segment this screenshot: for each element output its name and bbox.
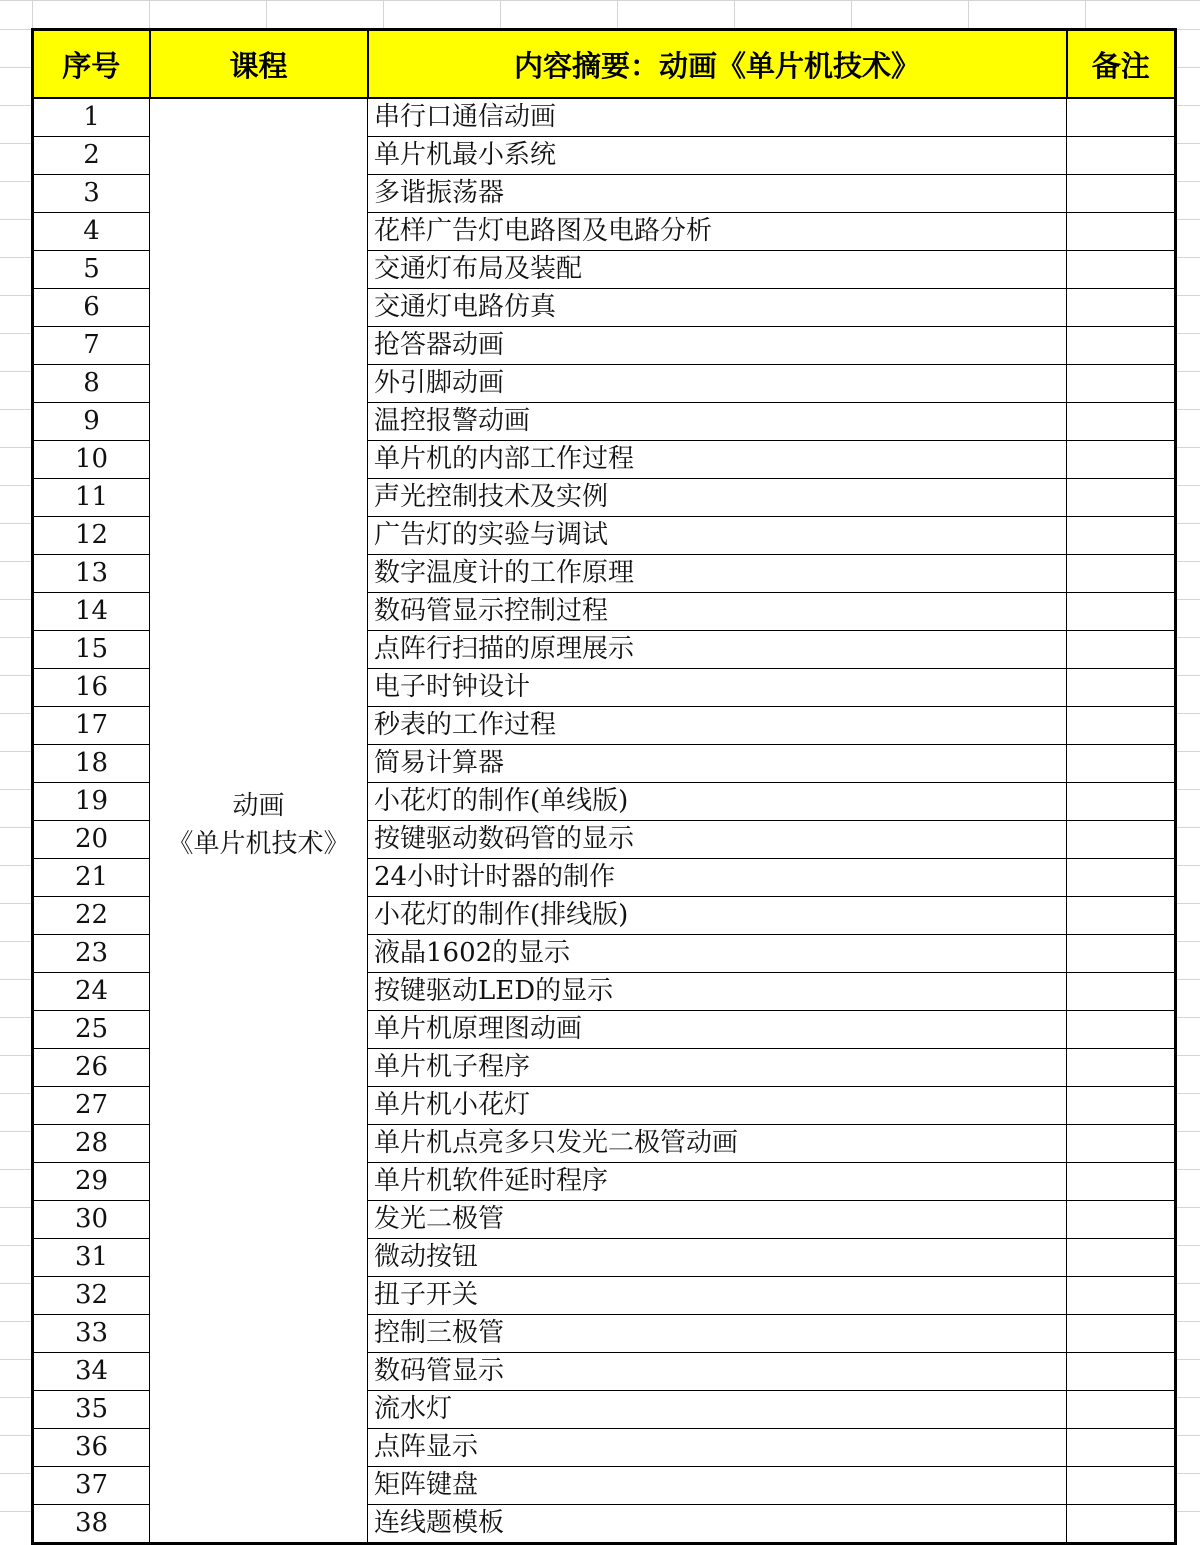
serial-number-cell[interactable]: 5: [33, 251, 150, 289]
course-merged-cell[interactable]: [150, 98, 368, 1544]
serial-number-cell[interactable]: 26: [33, 1049, 150, 1087]
serial-number-cell[interactable]: 32: [33, 1277, 150, 1315]
sheet-gridline-top: [0, 0, 1200, 1]
serial-number-cell[interactable]: 29: [33, 1163, 150, 1201]
serial-number-cell[interactable]: 9: [33, 403, 150, 441]
remarks-cell[interactable]: [1067, 441, 1176, 479]
remarks-cell[interactable]: [1067, 707, 1176, 745]
remarks-cell[interactable]: [1067, 859, 1176, 897]
content-summary-cell[interactable]: 单片机软件延时程序: [368, 1163, 1067, 1201]
content-summary-cell[interactable]: 矩阵键盘: [368, 1467, 1067, 1505]
content-summary-cell[interactable]: 单片机子程序: [368, 1049, 1067, 1087]
serial-number-cell[interactable]: 4: [33, 213, 150, 251]
serial-number-cell[interactable]: 24: [33, 973, 150, 1011]
content-summary-cell[interactable]: 秒表的工作过程: [368, 707, 1067, 745]
serial-number-cell[interactable]: 25: [33, 1011, 150, 1049]
remarks-cell[interactable]: [1067, 1087, 1176, 1125]
content-summary-cell[interactable]: 单片机点亮多只发光二极管动画: [368, 1125, 1067, 1163]
remarks-cell[interactable]: [1067, 745, 1176, 783]
remarks-cell[interactable]: [1067, 517, 1176, 555]
remarks-cell[interactable]: [1067, 1125, 1176, 1163]
remarks-cell[interactable]: [1067, 1049, 1176, 1087]
serial-number-cell[interactable]: 11: [33, 479, 150, 517]
remarks-cell[interactable]: [1067, 1353, 1176, 1391]
serial-number-cell[interactable]: 6: [33, 289, 150, 327]
remarks-cell[interactable]: [1067, 289, 1176, 327]
serial-number-cell[interactable]: 12: [33, 517, 150, 555]
content-summary-cell[interactable]: 花样广告灯电路图及电路分析: [368, 213, 1067, 251]
content-summary-cell[interactable]: 数码管显示: [368, 1353, 1067, 1391]
table-row: [33, 98, 1176, 137]
remarks-cell[interactable]: [1067, 935, 1176, 973]
serial-number-cell[interactable]: 16: [33, 669, 150, 707]
content-summary-cell[interactable]: 温控报警动画: [368, 403, 1067, 441]
serial-number-cell[interactable]: 10: [33, 441, 150, 479]
serial-number-cell[interactable]: 37: [33, 1467, 150, 1505]
content-summary-cell[interactable]: 单片机最小系统: [368, 137, 1067, 175]
content-summary-cell[interactable]: 发光二极管: [368, 1201, 1067, 1239]
remarks-cell[interactable]: [1067, 251, 1176, 289]
content-summary-cell[interactable]: 小花灯的制作(排线版): [368, 897, 1067, 935]
remarks-cell[interactable]: [1067, 555, 1176, 593]
remarks-cell[interactable]: [1067, 1239, 1176, 1277]
header-course[interactable]: 课程: [150, 30, 368, 99]
serial-number-cell[interactable]: 28: [33, 1125, 150, 1163]
remarks-cell[interactable]: [1067, 98, 1176, 137]
serial-number-cell[interactable]: 7: [33, 327, 150, 365]
remarks-cell[interactable]: [1067, 365, 1176, 403]
content-summary-cell[interactable]: 电子时钟设计: [368, 669, 1067, 707]
remarks-cell[interactable]: [1067, 1201, 1176, 1239]
serial-number-cell[interactable]: 27: [33, 1087, 150, 1125]
course-name-line1: 动画: [232, 790, 285, 821]
serial-number-cell[interactable]: 17: [33, 707, 150, 745]
content-summary-cell[interactable]: 液晶1602的显示: [368, 935, 1067, 973]
serial-number-cell[interactable]: 8: [33, 365, 150, 403]
remarks-cell[interactable]: [1067, 783, 1176, 821]
remarks-cell[interactable]: [1067, 1277, 1176, 1315]
serial-number-cell[interactable]: 21: [33, 859, 150, 897]
serial-number-cell[interactable]: 1: [33, 98, 150, 137]
remarks-cell[interactable]: [1067, 821, 1176, 859]
serial-number-cell[interactable]: 33: [33, 1315, 150, 1353]
content-summary-cell[interactable]: 点阵显示: [368, 1429, 1067, 1467]
remarks-cell[interactable]: [1067, 327, 1176, 365]
serial-number-cell[interactable]: 38: [33, 1505, 150, 1544]
serial-number-cell[interactable]: 23: [33, 935, 150, 973]
serial-number-cell[interactable]: 22: [33, 897, 150, 935]
remarks-cell[interactable]: [1067, 175, 1176, 213]
content-summary-cell[interactable]: 多谐振荡器: [368, 175, 1067, 213]
content-summary-cell[interactable]: 连线题模板: [368, 1505, 1067, 1544]
serial-number-cell[interactable]: 18: [33, 745, 150, 783]
serial-number-cell[interactable]: 34: [33, 1353, 150, 1391]
content-summary-cell[interactable]: 交通灯布局及装配: [368, 251, 1067, 289]
content-summary-cell[interactable]: 串行口通信动画: [368, 98, 1067, 137]
content-summary-cell[interactable]: 控制三极管: [368, 1315, 1067, 1353]
content-summary-cell[interactable]: 流水灯: [368, 1391, 1067, 1429]
remarks-cell[interactable]: [1067, 137, 1176, 175]
content-summary-cell[interactable]: 微动按钮: [368, 1239, 1067, 1277]
content-summary-cell[interactable]: 点阵行扫描的原理展示: [368, 631, 1067, 669]
header-remarks[interactable]: 备注: [1067, 30, 1176, 99]
content-summary-cell[interactable]: 外引脚动画: [368, 365, 1067, 403]
serial-number-cell[interactable]: 36: [33, 1429, 150, 1467]
content-summary-cell[interactable]: 数字温度计的工作原理: [368, 555, 1067, 593]
serial-number-cell[interactable]: 35: [33, 1391, 150, 1429]
content-summary-cell[interactable]: 24小时计时器的制作: [368, 859, 1067, 897]
course-content-table: [31, 28, 1177, 1545]
remarks-cell[interactable]: [1067, 669, 1176, 707]
remarks-cell[interactable]: [1067, 973, 1176, 1011]
serial-number-cell[interactable]: 31: [33, 1239, 150, 1277]
content-summary-cell[interactable]: 小花灯的制作(单线版): [368, 783, 1067, 821]
header-serial-number[interactable]: 序号: [33, 30, 150, 99]
header-row: [33, 30, 1176, 99]
serial-number-cell[interactable]: 14: [33, 593, 150, 631]
remarks-cell[interactable]: [1067, 1315, 1176, 1353]
content-summary-cell[interactable]: 数码管显示控制过程: [368, 593, 1067, 631]
serial-number-cell[interactable]: 3: [33, 175, 150, 213]
remarks-cell[interactable]: [1067, 1467, 1176, 1505]
content-summary-cell[interactable]: 单片机小花灯: [368, 1087, 1067, 1125]
remarks-cell[interactable]: [1067, 213, 1176, 251]
course-name-line2: 《单片机技术》: [167, 828, 350, 859]
remarks-cell[interactable]: [1067, 1391, 1176, 1429]
content-summary-cell[interactable]: 扭子开关: [368, 1277, 1067, 1315]
remarks-cell[interactable]: [1067, 403, 1176, 441]
remarks-cell[interactable]: [1067, 897, 1176, 935]
serial-number-cell[interactable]: 30: [33, 1201, 150, 1239]
content-summary-cell[interactable]: 单片机原理图动画: [368, 1011, 1067, 1049]
serial-number-cell[interactable]: 15: [33, 631, 150, 669]
remarks-cell[interactable]: [1067, 1505, 1176, 1544]
content-summary-cell[interactable]: 抢答器动画: [368, 327, 1067, 365]
serial-number-cell[interactable]: 20: [33, 821, 150, 859]
serial-number-cell[interactable]: 19: [33, 783, 150, 821]
remarks-cell[interactable]: [1067, 479, 1176, 517]
header-content-summary[interactable]: 内容摘要：动画《单片机技术》: [368, 30, 1067, 99]
serial-number-cell[interactable]: 2: [33, 137, 150, 175]
content-summary-cell[interactable]: 简易计算器: [368, 745, 1067, 783]
content-summary-cell[interactable]: 按键驱动LED的显示: [368, 973, 1067, 1011]
serial-number-cell[interactable]: 13: [33, 555, 150, 593]
content-summary-cell[interactable]: 交通灯电路仿真: [368, 289, 1067, 327]
content-summary-cell[interactable]: 声光控制技术及实例: [368, 479, 1067, 517]
content-summary-cell[interactable]: 单片机的内部工作过程: [368, 441, 1067, 479]
remarks-cell[interactable]: [1067, 631, 1176, 669]
remarks-cell[interactable]: [1067, 1163, 1176, 1201]
remarks-cell[interactable]: [1067, 593, 1176, 631]
content-summary-cell[interactable]: 广告灯的实验与调试: [368, 517, 1067, 555]
remarks-cell[interactable]: [1067, 1429, 1176, 1467]
content-summary-cell[interactable]: 按键驱动数码管的显示: [368, 821, 1067, 859]
remarks-cell[interactable]: [1067, 1011, 1176, 1049]
